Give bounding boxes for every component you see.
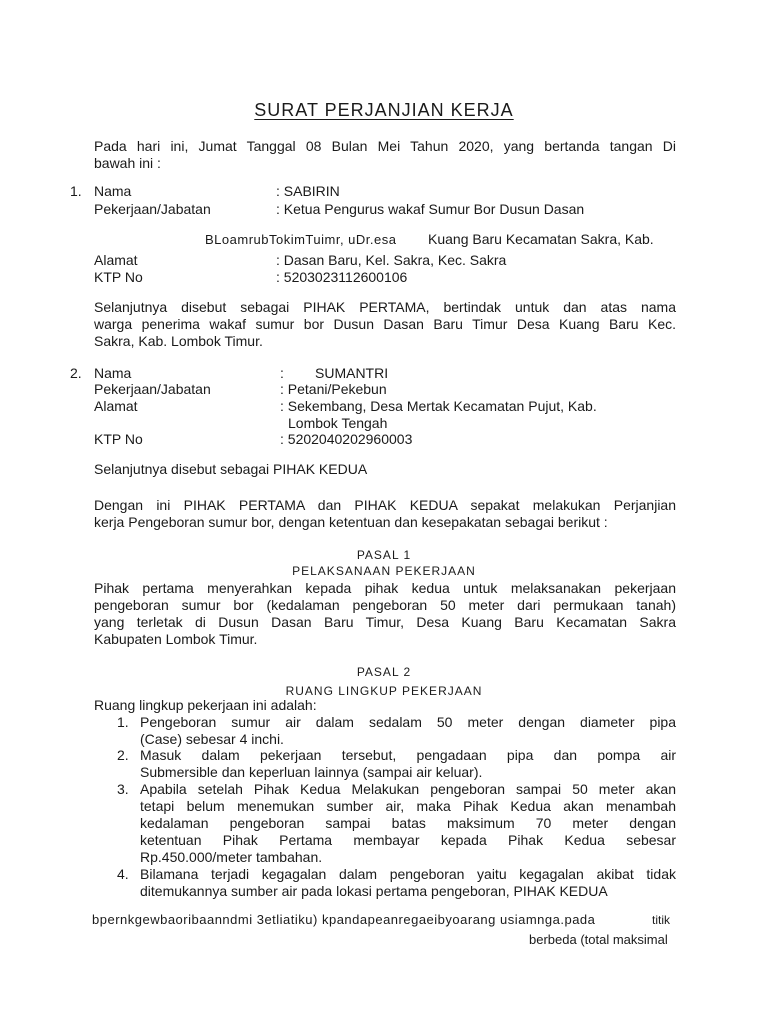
item-number: 3. <box>117 781 129 797</box>
intro-line: bawah ini : <box>94 155 161 171</box>
list-item-line: Masuk dalam pekerjaan tersebut, pengadaan pipa dan pompa air <box>140 747 676 763</box>
party1-job-scrambled: BLoamrubTokimTuimr, uDr.esa <box>205 232 397 247</box>
pasal2-subheading: RUANG LINGKUP PEKERJAAN <box>285 684 483 698</box>
party2-name-value: SUMANTRI <box>315 365 389 381</box>
party2-name-colon: : <box>280 365 284 381</box>
footer-line2: berbeda (total maksimal <box>529 932 668 947</box>
intro-line: Pada hari ini, Jumat Tanggal 08 Bulan Mei Tahun 2020, yang bertanda tangan Di <box>94 138 676 154</box>
list-item <box>140 866 676 900</box>
list-item <box>140 747 676 781</box>
pasal1-body-line: Pihak pertama menyerahkan kepada pihak kedua untuk melaksanakan pekerjaan <box>94 580 676 596</box>
list-item-line: Submersible dan keperluan lainnya (sampai air keluar). <box>140 764 483 780</box>
list-item-line: Apabila setelah Pihak Kedua Melakukan pengeboran sampai 50 meter akan <box>140 781 676 797</box>
item-number: 4. <box>117 866 129 882</box>
party1-ktp-value: : 5203023112600106 <box>276 269 408 285</box>
intro-paragraph <box>94 138 676 172</box>
pasal1-body <box>94 580 676 648</box>
pasal2-intro: Ruang lingkup pekerjaan ini adalah: <box>94 697 317 713</box>
party2-address-value-cont: Lombok Tengah <box>288 415 388 431</box>
party2-address-label: Alamat <box>94 398 138 414</box>
pasal1-heading: PASAL 1 <box>356 548 412 562</box>
party1-job-value-cont: Kuang Baru Kecamatan Sakra, Kab. <box>428 231 654 247</box>
list-item-line: Rp.450.000/meter tambahan. <box>140 849 323 865</box>
pasal1-subheading: PELAKSANAAN PEKERJAAN <box>292 564 476 578</box>
party2-name-label: Nama <box>94 365 132 381</box>
agreement-line: Dengan ini PIHAK PERTAMA dan PIHAK KEDUA sepakat melakukan Perjanjian <box>94 497 676 513</box>
party1-desc-line: Selanjutnya disebut sebagai PIHAK PERTAMA, bertindak untuk dan atas nama <box>94 299 676 315</box>
party2-job-label: Pekerjaan/Jabatan <box>94 381 211 397</box>
party2-description: Selanjutnya disebut sebagai PIHAK KEDUA <box>94 461 368 477</box>
document-title: SURAT PERJANJIAN KERJA <box>254 100 514 120</box>
party1-number: 1. <box>70 183 82 199</box>
list-item-line: tetapi belum menemukan sumber air, maka Pihak Kedua akan menambah <box>140 798 676 814</box>
list-item-line: Bilamana terjadi kegagalan dalam pengeboran yaitu kegagalan akibat tidak <box>140 866 676 882</box>
party1-job-label: Pekerjaan/Jabatan <box>94 201 211 217</box>
party2-job-value: : Petani/Pekebun <box>280 381 387 397</box>
pasal1-body-line: pengeboran sumur bor (kedalaman pengeboran 50 meter dari permukaan tanah) <box>94 597 676 613</box>
agreement-paragraph <box>94 497 676 531</box>
party1-address-label: Alamat <box>94 252 138 268</box>
list-item-line: Pengeboran sumur air dalam sedalam 50 meter dengan diameter pipa <box>140 714 676 730</box>
list-item-line: ketentuan Pihak Pertama membayar kepada Pihak Kedua sebesar <box>140 832 676 848</box>
pasal1-body-line: Kabupaten Lombok Timur. <box>94 631 258 647</box>
list-item <box>140 714 676 748</box>
party1-address-value: : Dasan Baru, Kel. Sakra, Kec. Sakra <box>276 252 507 268</box>
party1-desc-line: warga penerima wakaf sumur bor Dusun Dasan Baru Timur Desa Kuang Baru Kec. <box>94 316 676 332</box>
list-item-line: ditemukannya sumber air pada lokasi pertama pengeboran, PIHAK KEDUA <box>140 883 608 899</box>
party1-job-value: : Ketua Pengurus wakaf Sumur Bor Dusun Dasan <box>276 201 585 217</box>
list-item-line: kedalaman pengeboran sampai batas maksimum 70 meter dengan <box>140 815 676 831</box>
list-item-line: (Case) sebesar 4 inchi. <box>140 731 284 747</box>
agreement-line: kerja Pengeboran sumur bor, dengan ketentuan dan kesepakatan sebagai berikut : <box>94 514 608 530</box>
party2-ktp-label: KTP No <box>94 431 143 447</box>
item-number: 1. <box>117 714 129 730</box>
party2-number: 2. <box>70 365 82 381</box>
item-number: 2. <box>117 747 129 763</box>
list-item <box>140 781 676 866</box>
party1-desc-line: Sakra, Kab. Lombok Timur. <box>94 333 263 349</box>
party1-ktp-label: KTP No <box>94 269 143 285</box>
party1-description <box>94 299 676 350</box>
party2-ktp-value: : 5202040202960003 <box>280 431 413 447</box>
party1-name-label: Nama <box>94 183 132 199</box>
party1-name-value: : SABIRIN <box>276 183 340 199</box>
footer-end-word: titik <box>652 913 670 927</box>
pasal1-body-line: yang terletak di Dusun Dasan Baru Timur, Desa Kuang Baru Kecamatan Sakra <box>94 614 676 630</box>
scrambled-footer-text: bpernkgewbaoribaanndmi 3etliatiku) kpandapeanregaeibyoarang usiamnga.pada <box>92 912 596 927</box>
pasal2-heading: PASAL 2 <box>356 665 412 679</box>
party2-address-value: : Sekembang, Desa Mertak Kecamatan Pujut, Kab. <box>280 398 597 414</box>
